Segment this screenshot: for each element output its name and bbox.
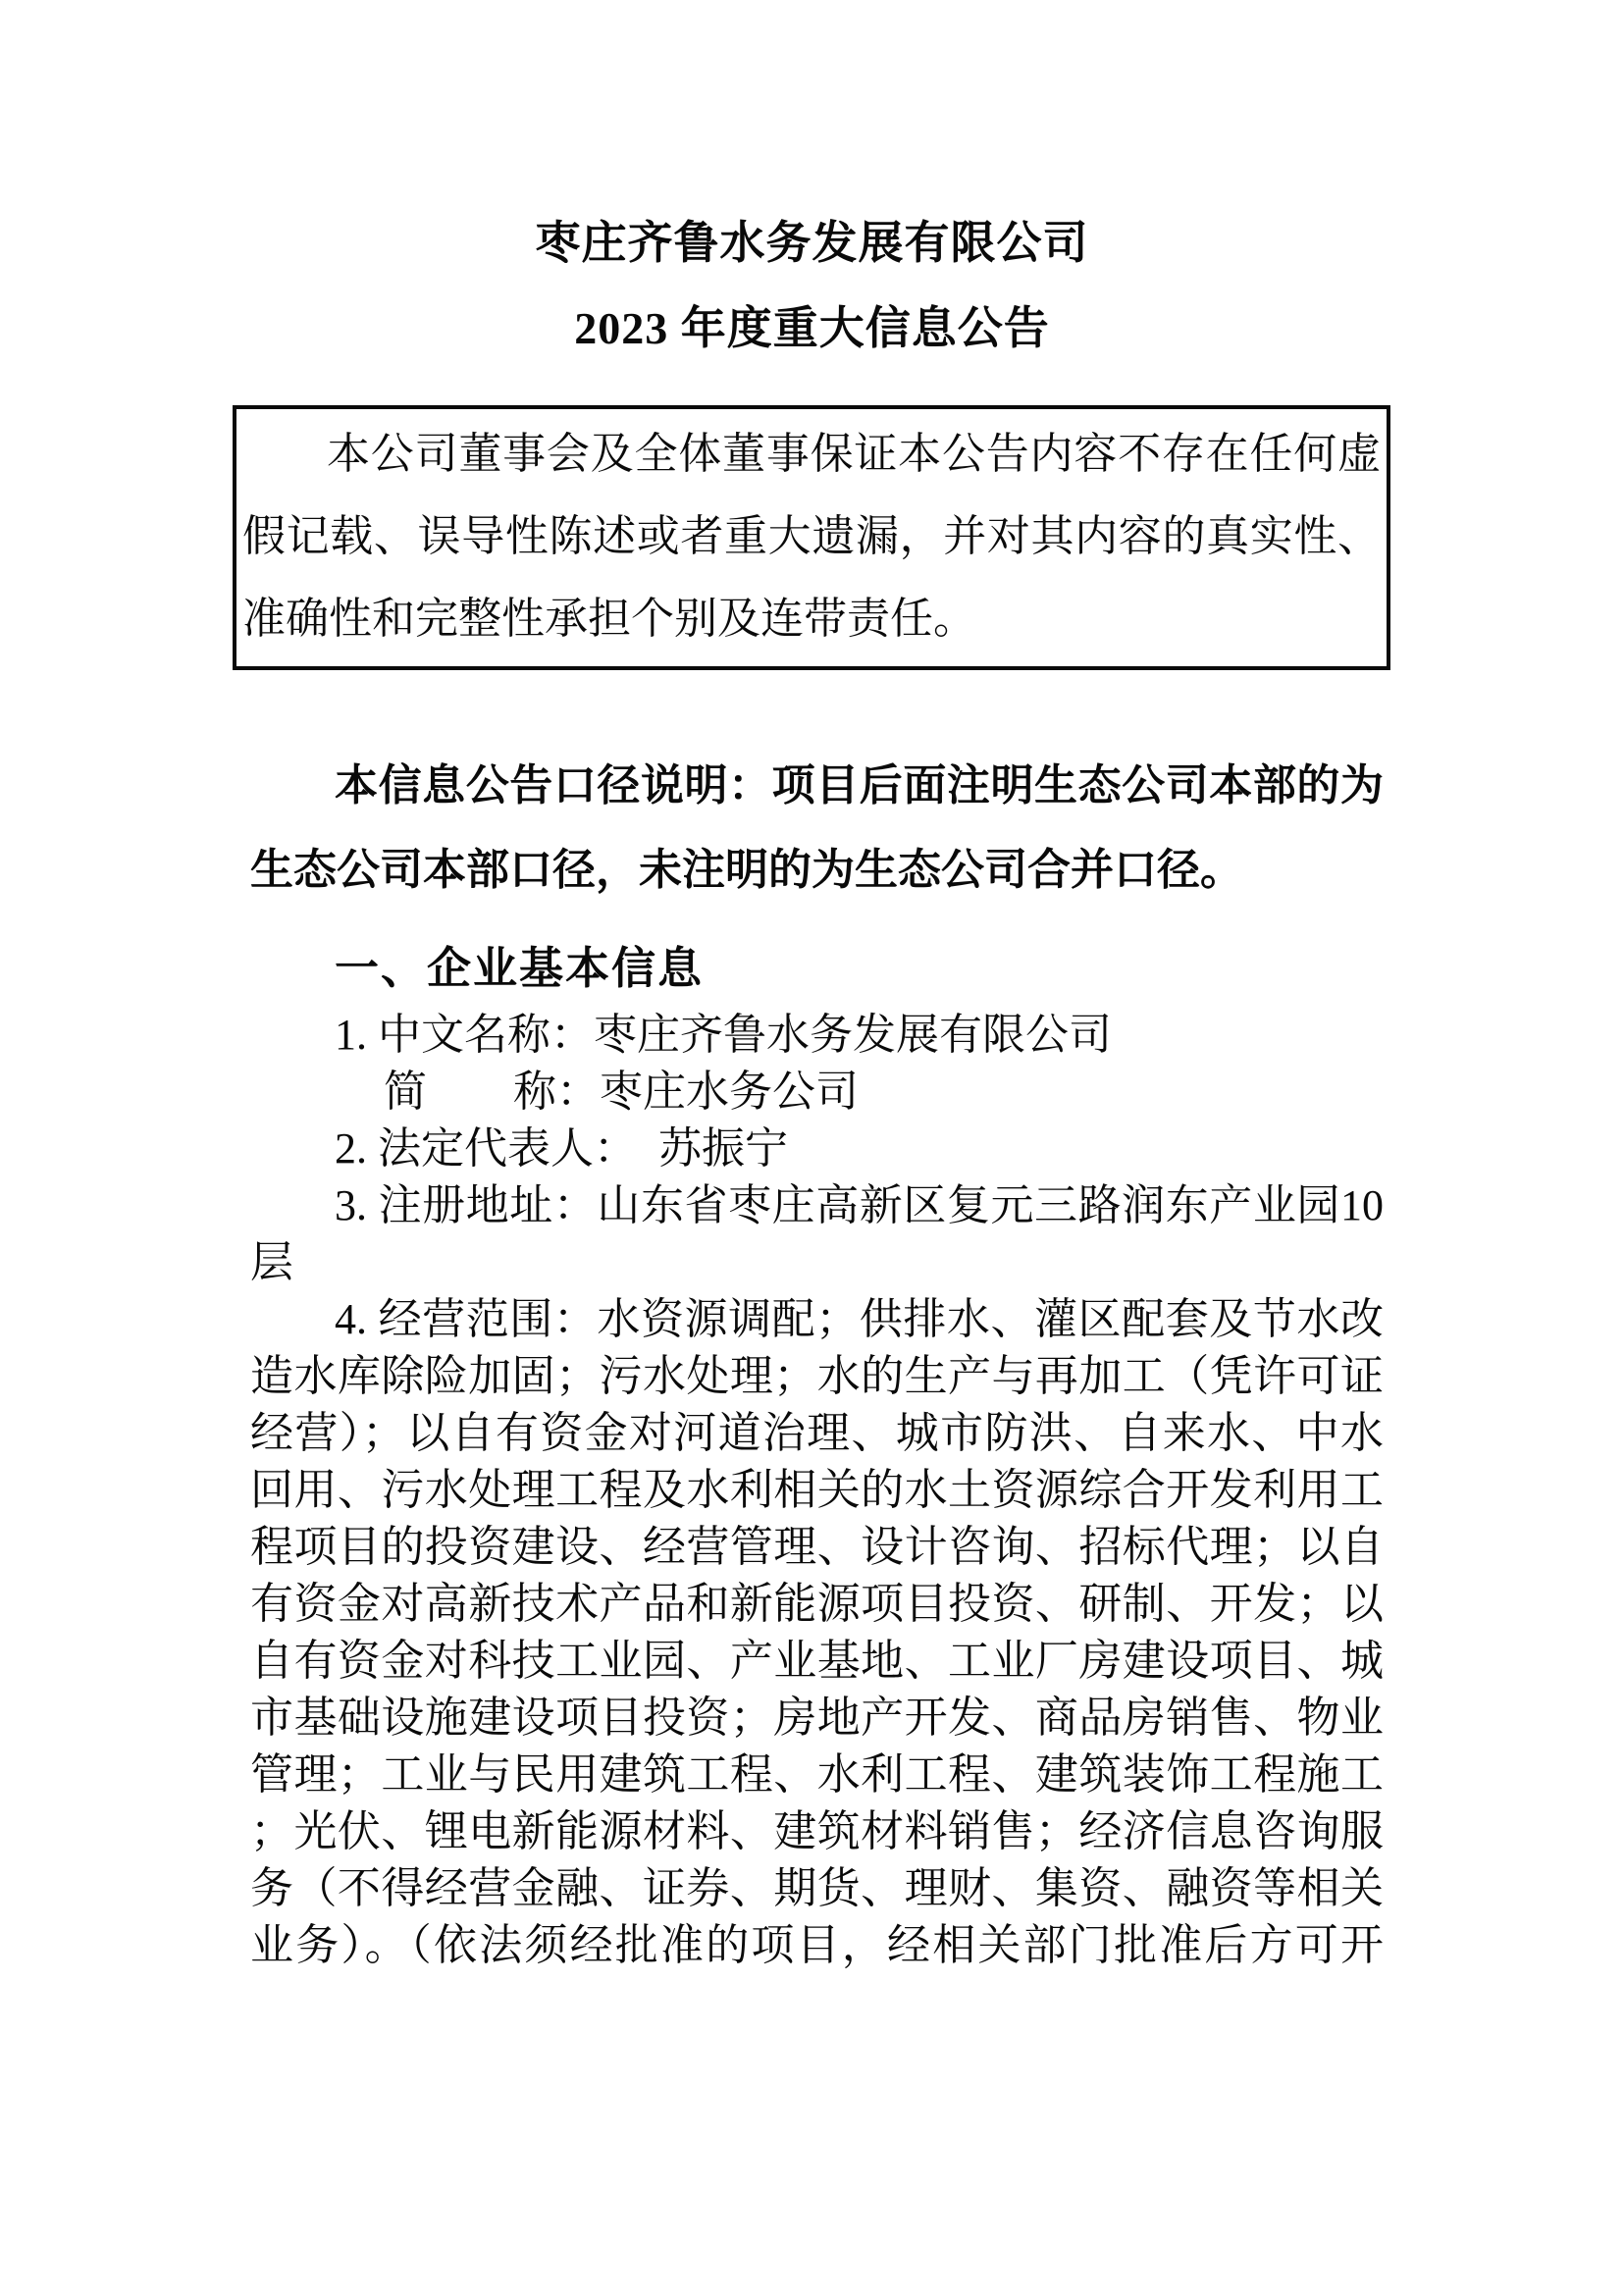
board-statement-line: 本公司董事会及全体董事保证本公告内容不存在任何虚	[327, 430, 1381, 478]
board-statement-line: 准确性和完整性承担个别及连带责任。	[242, 595, 976, 643]
section-heading-basic-info: 一、企业基本信息	[335, 944, 705, 993]
board-statement-line: 假记载、误导性陈述或者重大遗漏，并对其内容的真实性、	[242, 512, 1381, 560]
caliber-note-line: 本信息公告口径说明：项目后面注明生态公司本部的为	[335, 761, 1384, 809]
document-title: 枣庄齐鲁水务发展有限公司	[535, 218, 1089, 268]
doc-line-business-scope: 管理；工业与民用建筑工程、水利工程、建筑装饰工程施工	[250, 1750, 1384, 1799]
doc-line-chinese-name: 1. 中文名称：枣庄齐鲁水务发展有限公司	[335, 1011, 1112, 1059]
doc-line-registered-address: 3. 注册地址：山东省枣庄高新区复元三路润东产业园10	[335, 1181, 1384, 1229]
doc-line-business-scope: ；光伏、锂电新能源材料、建筑材料销售；经济信息咨询服	[250, 1807, 1384, 1855]
doc-line-business-scope: 经营）；以自有资金对河道治理、城市防洪、自来水、中水	[250, 1409, 1384, 1457]
caliber-note-line: 生态公司本部口径，未注明的为生态公司合并口径。	[250, 846, 1243, 894]
doc-line-business-scope: 程项目的投资建设、经营管理、设计咨询、招标代理；以自	[250, 1523, 1384, 1571]
doc-line-business-scope: 自有资金对科技工业园、产业基地、工业厂房建设项目、城	[250, 1637, 1384, 1685]
board-statement-box	[233, 405, 1390, 670]
doc-line-business-scope: 市基础设施建设项目投资；房地产开发、商品房销售、物业	[250, 1694, 1384, 1742]
doc-line-business-scope: 业务）。（依法须经批准的项目，经相关部门批准后方可开	[250, 1921, 1384, 1969]
doc-line-short-name: 简 称：枣庄水务公司	[384, 1068, 859, 1116]
doc-line-business-scope: 4. 经营范围：水资源调配；供排水、灌区配套及节水改	[335, 1295, 1384, 1343]
doc-line-business-scope: 造水库除险加固；污水处理；水的生产与再加工（凭许可证	[250, 1352, 1384, 1400]
doc-line-registered-address: 层	[250, 1238, 293, 1286]
doc-line-business-scope: 有资金对高新技术产品和新能源项目投资、研制、开发；以	[250, 1580, 1384, 1628]
caliber-note	[250, 744, 1384, 913]
document-subtitle: 2023 年度重大信息公告	[574, 303, 1050, 353]
doc-line-business-scope: 务（不得经营金融、证券、期货、理财、集资、融资等相关	[250, 1864, 1384, 1912]
basic-info-body	[250, 1007, 1384, 1974]
doc-line-business-scope: 回用、污水处理工程及水利相关的水土资源综合开发利用工	[250, 1466, 1384, 1514]
doc-line-legal-representative: 2. 法定代表人： 苏振宁	[335, 1124, 788, 1173]
